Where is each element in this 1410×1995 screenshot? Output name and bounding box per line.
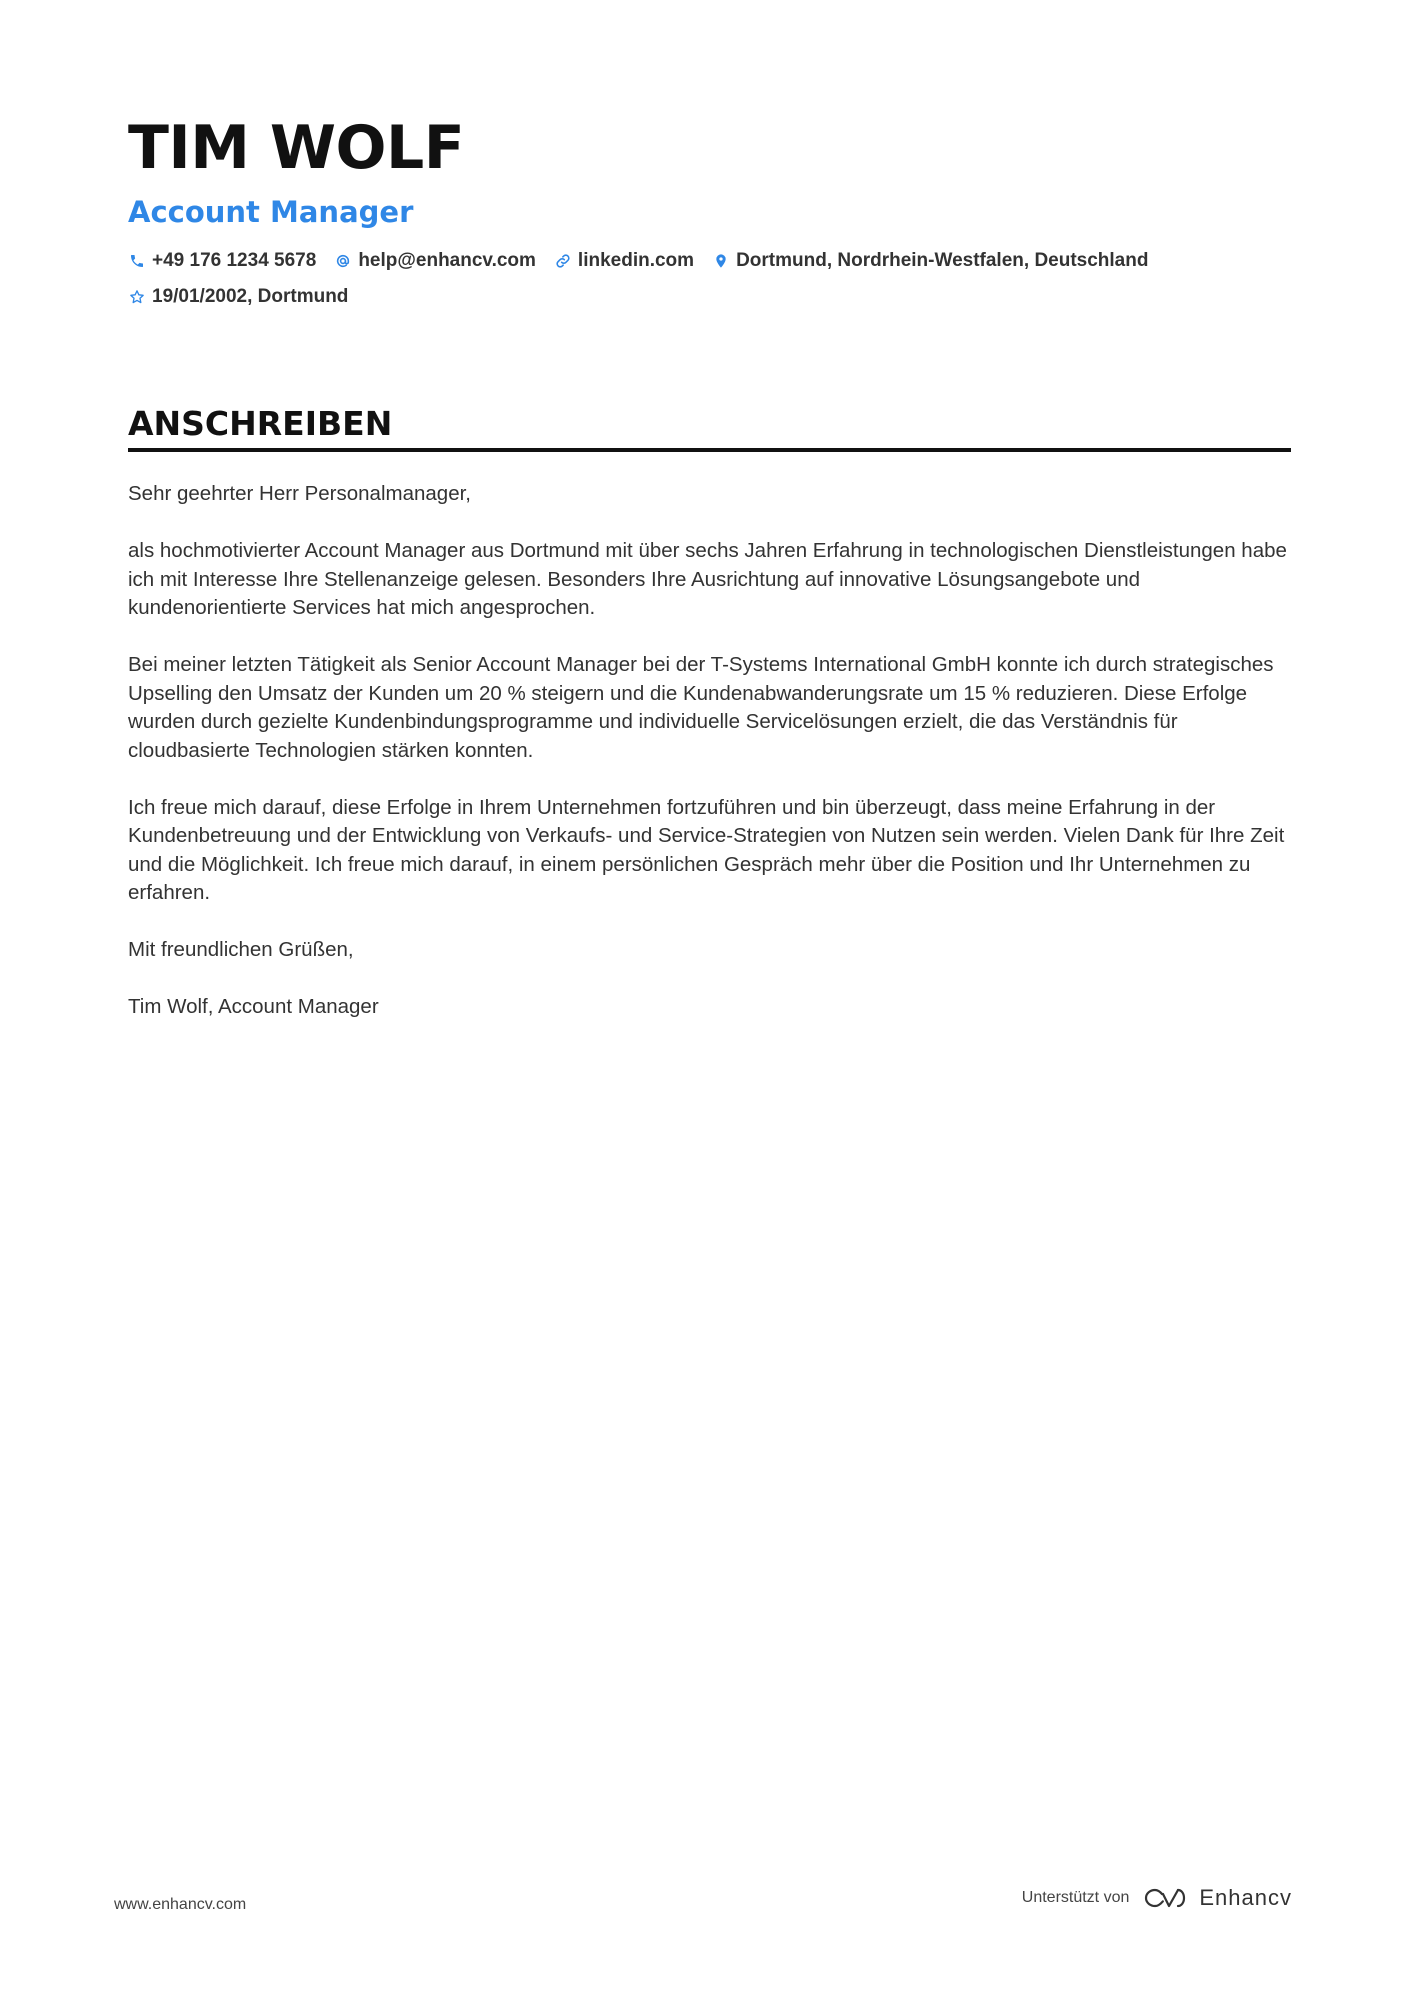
job-title: Account Manager [128, 195, 414, 229]
contact-linkedin[interactable] [554, 248, 694, 274]
contact-birth [128, 284, 348, 310]
powered-by-text: Unterstützt von [1021, 1889, 1130, 1906]
footer-branding [1022, 1884, 1292, 1912]
contact-row-2 [128, 284, 1288, 310]
letter-closing: Mit freundlichen Grüßen, [128, 938, 354, 961]
footer-website[interactable]: www.enhancv.com [114, 1896, 247, 1913]
header [128, 108, 1288, 310]
phone-icon [128, 252, 146, 270]
map-pin-icon [712, 252, 730, 270]
location-text: Dortmund, Nordrhein-Westfalen, Deutschland [736, 250, 1149, 271]
contact-phone [128, 248, 316, 274]
linkedin-text[interactable]: linkedin.com [577, 250, 695, 271]
letter-body [128, 480, 1291, 1022]
letter-salutation: Sehr geehrter Herr Personalmanager, [128, 482, 471, 505]
brand-name: Enhancv [1199, 1885, 1292, 1910]
birth-text: 19/01/2002, Dortmund [152, 286, 349, 307]
contact-email[interactable] [334, 248, 536, 274]
section-divider [128, 448, 1291, 452]
phone-text: +49 176 1234 5678 [152, 250, 317, 271]
applicant-name: TIM WOLF [128, 113, 465, 183]
contact-row [128, 248, 1288, 274]
letter-paragraph-3: Ich freue mich darauf, diese Erfolge in Ihrem Unternehmen fortzuführen und bin überzeugt, dass meine Erfahrung in der Kundenbetreuung und der Entwicklung von Verkaufs- und Service-Strategien von Nutzen sein werden. Vielen Dank für Ihre Zeit und die Möglichkeit. Ich freue mich darauf, in einem persönlichen Gespräch mehr über die Position und Ihr Unternehmen zu erfahren. [128, 795, 1285, 904]
letter-signature: Tim Wolf, Account Manager [128, 995, 379, 1018]
contact-location [712, 248, 1148, 274]
cover-letter-section [128, 402, 1291, 1050]
star-icon [128, 288, 146, 306]
at-icon [334, 252, 352, 270]
link-icon [554, 252, 572, 270]
enhancv-logo-icon [1141, 1884, 1189, 1912]
email-text[interactable]: help@enhancv.com [358, 250, 536, 271]
letter-paragraph-2: Bei meiner letzten Tätigkeit als Senior Account Manager bei der T-Systems International GmbH konnte ich durch strategisches Upselling den Umsatz der Kunden um 20 % steigern und die Kundenabwanderungsrate um 15 % reduzieren. Diese Erfolge wurden durch gezielte Kundenbindungsprogramme und individuelle Servicelösungen erzielt, die das Verständnis für cloudbasierte Technologien stärken konnten. [128, 653, 1274, 762]
section-title: ANSCHREIBEN [128, 404, 393, 443]
letter-paragraph-1: als hochmotivierter Account Manager aus Dortmund mit über sechs Jahren Erfahrung in technologischen Dienstleistungen habe ich mit Interesse Ihre Stellenanzeige gelesen. Besonders Ihre Ausrichtung auf innovative Lösungsangebote und kundenorientierte Services hat mich angesprochen. [128, 539, 1287, 619]
